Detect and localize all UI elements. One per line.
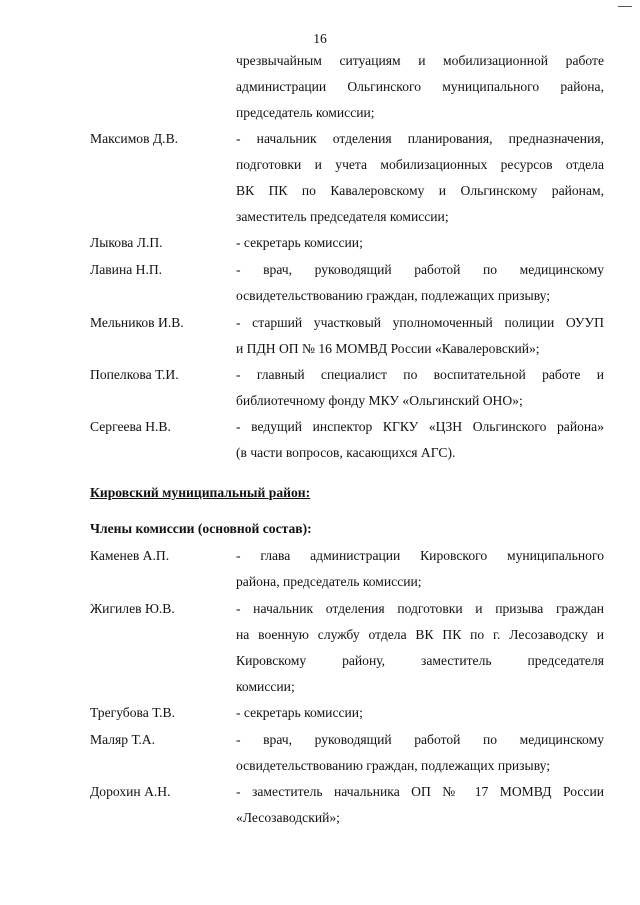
member-name: Мельников И.В. <box>90 315 184 330</box>
member-description <box>236 596 604 700</box>
member-name: Дорохин А.Н. <box>90 784 171 799</box>
desc-line: освидетельствованию граждан, подлежащих призыву; <box>236 758 551 773</box>
member-name: Маляр Т.А. <box>90 732 156 747</box>
desc-line: заместитель председателя комиссии; <box>236 209 449 224</box>
member-description <box>236 700 604 726</box>
member-description <box>236 310 604 362</box>
desc-line: - начальник отделения подготовки и призыва граждан <box>236 601 604 616</box>
desc-line: - глава администрации Кировского муниципального <box>236 548 604 563</box>
desc-line: (в части вопросов, касающихся АГС). <box>236 445 456 460</box>
desc-line: - заместитель начальника ОП № 17 МОМВД России <box>236 784 604 799</box>
member-description <box>236 230 604 256</box>
member-name: Максимов Д.В. <box>90 131 179 146</box>
desc-line: подготовки и учета мобилизационных ресурсов отдела <box>236 157 604 172</box>
intro-description <box>236 48 604 126</box>
desc-line: - старший участковый уполномоченный полиции ОУУП <box>236 315 604 330</box>
district-heading: Кировский муниципальный район: <box>90 485 311 500</box>
desc-line: района, председатель комиссии; <box>236 574 422 589</box>
desc-line: Кировскому району, заместитель председателя <box>236 653 604 668</box>
member-description <box>236 779 604 831</box>
desc-line: - секретарь комиссии; <box>236 705 363 720</box>
desc-line: - врач, руководящий работой по медицинскому <box>236 262 604 277</box>
desc-line: - ведущий инспектор КГКУ «ЦЗН Ольгинского района» <box>236 419 604 434</box>
desc-line: освидетельствованию граждан, подлежащих призыву; <box>236 288 551 303</box>
desc-line: и ПДН ОП № 16 МОМВД России «Кавалеровский»; <box>236 341 540 356</box>
desc-line: на военную службу отдела ВК ПК по г. Лесозаводску и <box>236 627 604 642</box>
member-name: Трегубова Т.В. <box>90 705 175 720</box>
member-name: Каменев А.П. <box>90 548 170 563</box>
page-number: 16 <box>313 31 327 46</box>
member-description <box>236 727 604 779</box>
member-name: Лыкова Л.П. <box>90 235 163 250</box>
corner-mark <box>618 6 632 7</box>
desc-line: председатель комиссии; <box>236 105 375 120</box>
member-description <box>236 543 604 595</box>
desc-line: комиссии; <box>236 679 295 694</box>
member-name: Жигилев Ю.В. <box>90 601 175 616</box>
desc-line: - врач, руководящий работой по медицинскому <box>236 732 604 747</box>
desc-line: - главный специалист по воспитательной работе и <box>236 367 604 382</box>
desc-line: - секретарь комиссии; <box>236 235 363 250</box>
desc-line: ВК ПК по Кавалеровскому и Ольгинскому районам, <box>236 183 604 198</box>
desc-line: «Лесозаводский»; <box>236 810 340 825</box>
desc-line: администрации Ольгинского муниципального района, <box>236 79 604 94</box>
members-heading: Члены комиссии (основной состав): <box>90 521 312 536</box>
member-name: Попелкова Т.И. <box>90 367 179 382</box>
member-name: Сергеева Н.В. <box>90 419 171 434</box>
desc-line: - начальник отделения планирования, предназначения, <box>236 131 604 146</box>
desc-line: библиотечному фонду МКУ «Ольгинский ОНО»; <box>236 393 523 408</box>
member-name: Лавина Н.П. <box>90 262 163 277</box>
member-description <box>236 126 604 230</box>
member-description <box>236 414 604 466</box>
desc-line: чрезвычайным ситуациям и мобилизационной работе <box>236 53 604 68</box>
member-description <box>236 257 604 309</box>
member-description <box>236 362 604 414</box>
